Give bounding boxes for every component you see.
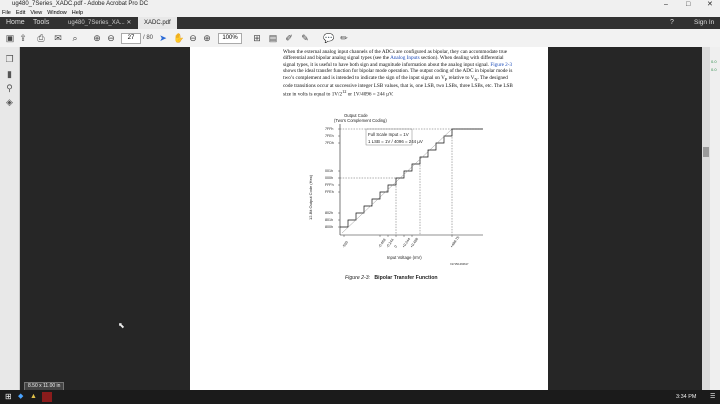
y-tick-label: 7FDh (325, 141, 334, 146)
analog-inputs-link[interactable]: Analog Inputs (390, 55, 420, 62)
save-icon[interactable]: ▣ (5, 33, 15, 43)
x-axis-label: Input Voltage (mV) (387, 255, 422, 260)
menu-view[interactable]: View (30, 10, 43, 16)
menu-window[interactable]: Window (47, 10, 67, 16)
right-pane-value-1: 0.0 (711, 59, 717, 64)
right-tools-pane (710, 47, 720, 390)
y-tick-label: FFEh (325, 190, 334, 195)
zoom-in-icon[interactable]: ⊕ (203, 33, 211, 43)
taskbar-app-icon[interactable]: ▲ (30, 393, 37, 400)
figure-title-line1: Output Code (344, 113, 368, 118)
document-viewport[interactable] (20, 47, 702, 390)
subscript-n: N (474, 76, 478, 82)
annotation-full-scale: Full Scale Input = 1V (368, 132, 409, 137)
x-tick-label: +0.244 (401, 237, 412, 249)
x-tick-label: 0 (393, 244, 398, 249)
menu-help[interactable]: Help (71, 10, 84, 16)
paragraph-text: relative to V (447, 74, 475, 81)
page-size-indicator: 8.50 x 11.00 in (24, 382, 64, 391)
taskbar-app-icon[interactable]: ◆ (18, 393, 24, 400)
title-bar (0, 0, 720, 9)
y-tick-label: 801h (325, 218, 333, 223)
mouse-cursor-icon: ⬉ (118, 321, 125, 330)
windows-taskbar (0, 390, 720, 404)
menu-edit[interactable]: Edit (15, 10, 26, 16)
paragraph-text: . The designed code transitions occur at successive integer LSB values, that is, one LSB, two LSBs, three LSBs, etc. The LSB size in volts is equal to 1V/2 (283, 74, 513, 99)
figure-title-line2: (Two’s Complement Coding) (334, 118, 387, 123)
figure-caption-text: Bipolar Transfer Function (374, 275, 438, 281)
page-number-input[interactable]: 27 (121, 33, 141, 44)
tab-tools[interactable]: Tools (33, 19, 50, 26)
y-tick-label: 800h (325, 225, 333, 230)
y-tick-label: 7FFh (325, 127, 334, 132)
tab-doc-2[interactable] (138, 17, 177, 29)
scroll-mode-icon[interactable]: ▤ (268, 33, 278, 43)
start-button-icon[interactable]: ⊞ (5, 392, 12, 401)
y-tick-label: 802h (325, 211, 333, 216)
right-pane-value-2: 0.0 (711, 67, 717, 72)
y-tick-label: 001h (325, 169, 333, 174)
figure-caption-number: Figure 2-3: (345, 275, 371, 281)
help-icon[interactable]: ? (670, 19, 674, 26)
acrobat-taskbar-icon[interactable] (42, 392, 52, 402)
figure-caption (345, 275, 438, 281)
y-tick-label: 000h (325, 176, 333, 181)
page-thumbnails-icon[interactable]: ❐ (5, 54, 14, 64)
sticky-note-icon[interactable]: 💬 (323, 33, 335, 43)
email-icon[interactable]: ✉ (54, 33, 62, 43)
menu-file[interactable]: File (2, 10, 11, 16)
paragraph-text: section). When dealing with differential signal types, it is useful to have both sign and magnitude information about the analog input signal. (283, 55, 504, 68)
bookmarks-icon[interactable]: ▮ (7, 69, 12, 79)
hand-tool-icon[interactable]: ✋ (173, 33, 185, 43)
fit-page-icon[interactable]: ⊞ (253, 33, 261, 43)
window-title: ug480_7Series_XADC.pdf - Adobe Acrobat Pro DC (12, 1, 149, 7)
select-tool-icon[interactable]: ➤ (159, 33, 167, 43)
toolbar (0, 29, 720, 48)
tab-doc-1-label: ug480_7Series_XA... (68, 20, 125, 26)
print-icon[interactable]: ⎙ (37, 33, 45, 43)
layers-icon[interactable]: ◈ (6, 97, 13, 107)
bipolar-transfer-figure (300, 112, 500, 282)
tab-bar (0, 17, 720, 29)
notifications-icon[interactable]: ☰ (710, 394, 716, 400)
ideal-transfer-line (342, 129, 452, 233)
close-icon[interactable]: ✕ (707, 1, 713, 8)
subscript-p: P (444, 76, 448, 82)
previous-page-icon[interactable]: ⊕ (93, 33, 101, 43)
draw-icon[interactable]: ✏ (340, 33, 348, 43)
menu-bar (0, 9, 720, 17)
paragraph-text: shows the ideal transfer function for bipolar mode operation. The output coding of the ADC in bipolar mode is two’s complement and is intended to indicate the sign of the input signal on V (283, 68, 513, 81)
search-icon[interactable]: ⌕ (72, 33, 78, 43)
scrollbar-thumb[interactable] (703, 147, 709, 157)
sign-in-link[interactable]: Sign In (694, 19, 715, 26)
maximize-icon[interactable]: □ (686, 1, 691, 8)
paragraph-text: When the external analog input channels of the ADCs are configured as bipolar, they can accommodate true differential and bipolar analog signal types (see the (283, 49, 508, 62)
vertical-scrollbar[interactable] (702, 47, 710, 390)
tab-doc-1[interactable]: ug480_7Series_XA... ✕ (68, 20, 132, 26)
zoom-out-icon[interactable]: ⊖ (189, 33, 197, 43)
left-navigation-rail (0, 47, 20, 390)
y-tick-label: FFFh (325, 183, 334, 188)
minimize-icon[interactable]: – (664, 1, 668, 8)
tab-home[interactable]: Home (6, 19, 25, 26)
x-tick-label: -0.244 (385, 237, 395, 249)
upload-icon[interactable]: ⇪ (19, 33, 27, 43)
figure-link[interactable]: Figure 2-3 (490, 61, 513, 68)
next-page-icon[interactable]: ⊖ (107, 33, 115, 43)
x-tick-label: +499.75 (449, 235, 461, 249)
highlight-icon[interactable]: ✐ (285, 33, 293, 43)
tab-doc-2-label: XADC.pdf (144, 20, 171, 26)
y-tick-label: 7FEh (325, 134, 334, 139)
attachments-icon[interactable]: ⚲ (6, 83, 13, 93)
pdf-page (190, 47, 548, 390)
superscript-12: 12 (342, 89, 347, 95)
page-total: / 80 (142, 35, 153, 41)
x-tick-label: -0.488 (377, 237, 387, 249)
x-tick-label: +0.488 (409, 237, 420, 249)
clock: 3:34 PM (676, 394, 697, 400)
body-paragraph (283, 49, 513, 99)
paragraph-text: or 1V/4096 = 244 µV. (346, 92, 394, 99)
comment-icon[interactable]: ✎ (301, 33, 309, 43)
x-tick-label: -500 (341, 240, 349, 249)
zoom-level-select[interactable]: 100% (218, 33, 242, 44)
figure-id: X17156-060617 (450, 263, 469, 266)
annotation-lsb: 1 LSB = 1V / 4096 = 244 µV (368, 139, 423, 144)
y-axis-label: 12-Bit Output Code (Hex) (308, 174, 313, 220)
